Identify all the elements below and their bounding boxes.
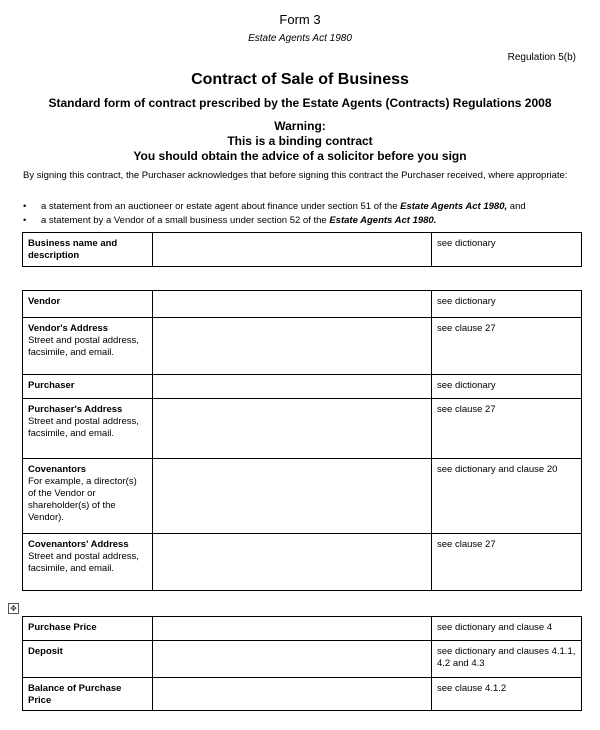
act-ref: Estate Agents Act 1980. xyxy=(329,215,437,226)
field-label: Covenantors xyxy=(28,464,87,475)
page-subtitle: Standard form of contract prescribed by the Estate Agents (Contracts) Regulations 2008 xyxy=(48,96,552,110)
bullet-text: and xyxy=(507,201,526,212)
business-table xyxy=(22,232,582,267)
table-row xyxy=(23,318,582,375)
bullet-text: a statement from an auctioneer or estate agent about finance under section 51 of the xyxy=(41,201,401,212)
reference-cell: see dictionary and clause 4 xyxy=(432,617,582,641)
field-entry-cell[interactable] xyxy=(153,459,432,534)
list-item xyxy=(23,200,583,214)
page-title: Contract of Sale of Business xyxy=(191,71,409,88)
bullet-text: a statement by a Vendor of a small business under section 52 of the xyxy=(41,215,330,226)
table-row xyxy=(23,534,582,591)
field-label: Purchaser's Address xyxy=(28,404,123,415)
field-label-cell xyxy=(23,617,153,641)
field-entry-cell[interactable] xyxy=(153,399,432,459)
field-hint: Street and postal address, facsimile, and email. xyxy=(28,416,139,439)
reference-cell: see clause 27 xyxy=(432,534,582,591)
intro-text: By signing this contract, the Purchaser acknowledges that before signing this contract the Purchaser received, where appropriate: xyxy=(23,170,568,181)
act-ref: Estate Agents Act 1980, xyxy=(400,201,508,212)
price-table xyxy=(22,616,582,711)
field-entry-cell[interactable] xyxy=(153,375,432,399)
table-row xyxy=(23,233,582,267)
field-hint: Street and postal address, facsimile, and email. xyxy=(28,551,139,574)
field-label-cell xyxy=(23,375,153,399)
field-label: Balance of Purchase Price xyxy=(28,683,122,706)
field-hint: For example, a director(s) of the Vendor or shareholder(s) of the Vendor). xyxy=(28,476,137,523)
field-label-cell xyxy=(23,534,153,591)
act-name: Estate Agents Act 1980 xyxy=(248,33,352,44)
warning-line: This is a binding contract xyxy=(227,134,373,148)
reference-cell: see dictionary and clauses 4.1.1, 4.2 and 4.3 xyxy=(432,641,582,678)
table-row xyxy=(23,617,582,641)
field-label: Covenantors' Address xyxy=(28,539,129,550)
field-label-cell xyxy=(23,318,153,375)
field-entry-cell[interactable] xyxy=(153,678,432,711)
reference-cell: see dictionary xyxy=(432,375,582,399)
field-label: Vendor's Address xyxy=(28,323,109,334)
list-item xyxy=(23,214,583,228)
intro-bullets xyxy=(23,200,583,228)
field-entry-cell[interactable] xyxy=(153,534,432,591)
warning-line: Warning: xyxy=(274,119,326,133)
table-row xyxy=(23,399,582,459)
field-label: Purchase Price xyxy=(28,622,97,633)
move-handle-icon[interactable]: ✥ xyxy=(8,603,19,614)
reference-cell: see clause 27 xyxy=(432,318,582,375)
field-label-cell xyxy=(23,678,153,711)
reference-cell: see clause 27 xyxy=(432,399,582,459)
field-label-cell xyxy=(23,399,153,459)
field-label: Purchaser xyxy=(28,380,75,391)
field-label-cell xyxy=(23,459,153,534)
bullet-icon: • xyxy=(23,201,27,212)
field-label: Vendor xyxy=(28,296,61,307)
field-entry-cell[interactable] xyxy=(153,617,432,641)
table-row xyxy=(23,459,582,534)
field-label: Business name and description xyxy=(28,238,118,261)
field-label: Deposit xyxy=(28,646,63,657)
reference-cell: see clause 4.1.2 xyxy=(432,678,582,711)
reference-cell: see dictionary and clause 20 xyxy=(432,459,582,534)
field-label-cell xyxy=(23,233,153,267)
table-row xyxy=(23,641,582,678)
field-label-cell xyxy=(23,641,153,678)
reference-cell: see dictionary xyxy=(432,233,582,267)
parties-table xyxy=(22,290,582,591)
regulation-ref: Regulation 5(b) xyxy=(507,52,576,63)
field-entry-cell[interactable] xyxy=(153,318,432,375)
bullet-icon: • xyxy=(23,215,27,226)
table-row xyxy=(23,678,582,711)
table-row xyxy=(23,375,582,399)
field-entry-cell[interactable] xyxy=(153,291,432,318)
field-label-cell xyxy=(23,291,153,318)
field-entry-cell[interactable] xyxy=(153,641,432,678)
reference-cell: see dictionary xyxy=(432,291,582,318)
table-row xyxy=(23,291,582,318)
warning-line: You should obtain the advice of a solicitor before you sign xyxy=(133,149,467,163)
warning-block xyxy=(0,119,600,164)
form-number: Form 3 xyxy=(279,12,321,27)
field-entry-cell[interactable] xyxy=(153,233,432,267)
field-hint: Street and postal address, facsimile, and email. xyxy=(28,335,139,358)
